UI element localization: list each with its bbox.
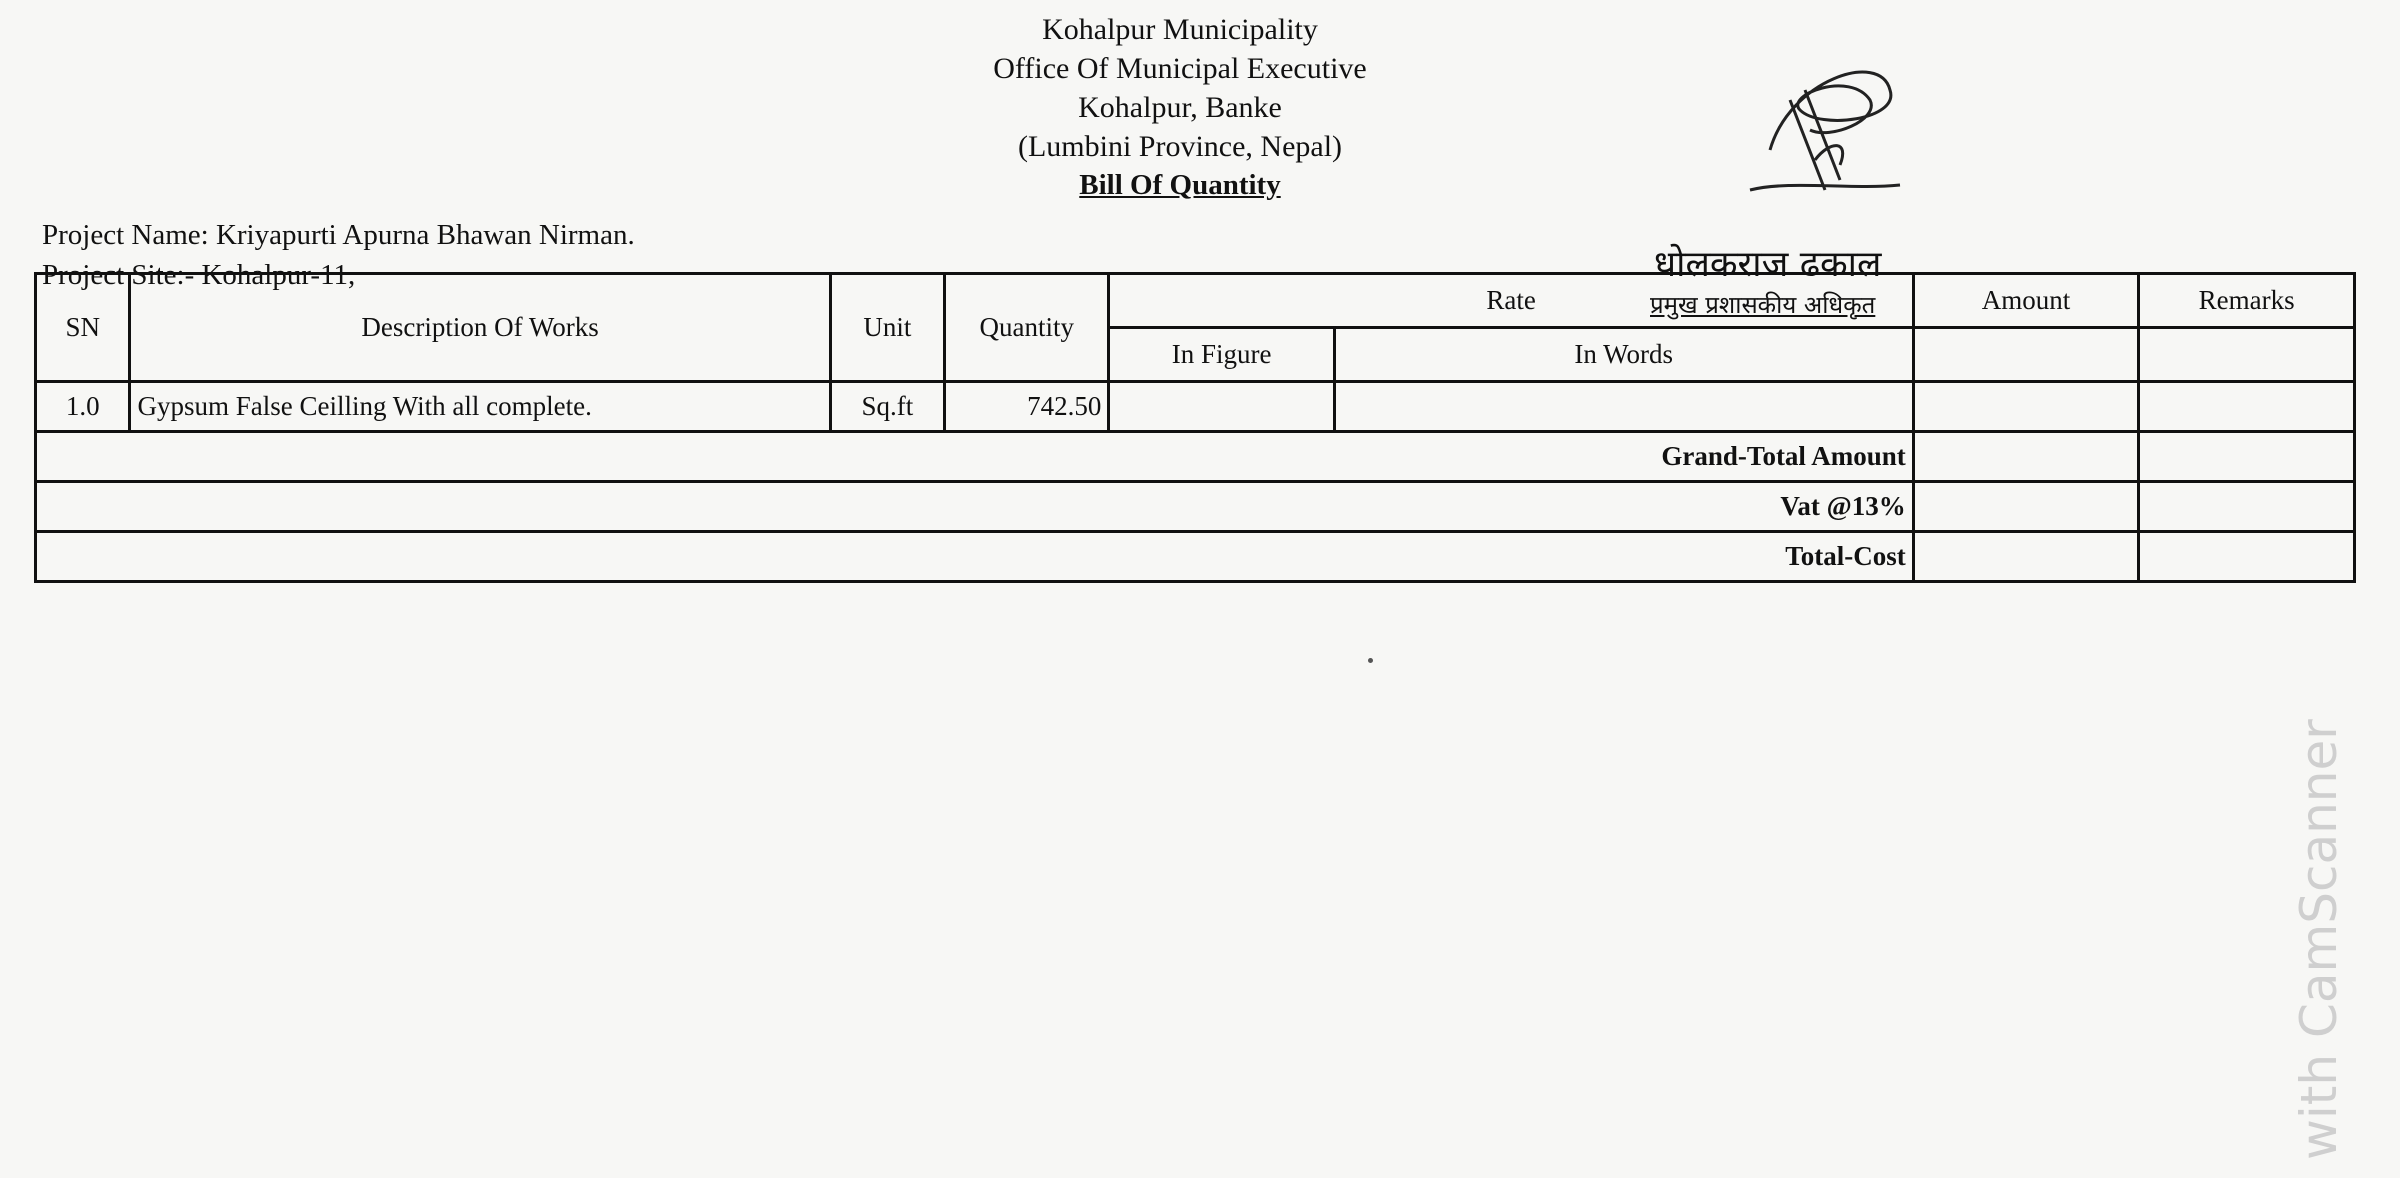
table-row (36, 382, 2355, 432)
grand-total-amount (1913, 432, 2139, 482)
grand-total-label: Grand-Total Amount (36, 432, 1914, 482)
location: Kohalpur, Banke (1078, 91, 1282, 124)
total-cost-row (36, 532, 2355, 582)
document-title: Bill Of Quantity (1079, 169, 1281, 201)
officer-name: धोलकराज ढकाल (1654, 244, 1882, 285)
cell-description: Gypsum False Ceilling With all complete. (130, 382, 830, 432)
project-site: Project Site:- Kohalpur-11, (42, 259, 356, 291)
camscanner-watermark: with CamScanner (2290, 719, 2348, 1160)
cell-sn: 1.0 (36, 382, 130, 432)
table-header-row (36, 274, 2355, 328)
scan-speck (1368, 658, 1373, 663)
cell-remarks (2139, 382, 2355, 432)
grand-total-remarks (2139, 432, 2355, 482)
header-in-words: In Words (1334, 328, 1913, 382)
municipality-name: Kohalpur Municipality (1042, 13, 1318, 46)
cell-remarks-sub (2139, 328, 2355, 382)
cell-in-words (1334, 382, 1913, 432)
header-rate: Rate (1109, 274, 1913, 328)
bill-of-quantity-table (34, 272, 2356, 583)
grand-total-row (36, 432, 2355, 482)
signature-stamp (1650, 40, 1980, 319)
handwritten-signature (1730, 40, 1920, 210)
cell-quantity: 742.50 (945, 382, 1109, 432)
header-sn: SN (36, 274, 130, 382)
cell-in-figure (1109, 382, 1334, 432)
header-description: Description Of Works (130, 274, 830, 382)
vat-label: Vat @13% (36, 482, 1914, 532)
cell-amount-sub (1913, 328, 2139, 382)
header-remarks: Remarks (2139, 274, 2355, 328)
project-name: Project Name: Kriyapurti Apurna Bhawan Nirman. (42, 219, 635, 251)
province: (Lumbini Province, Nepal) (1017, 130, 1343, 163)
total-cost-remarks (2139, 532, 2355, 582)
total-cost-amount (1913, 532, 2139, 582)
header-quantity: Quantity (945, 274, 1109, 382)
document-header (0, 10, 2360, 205)
header-amount: Amount (1913, 274, 2139, 328)
header-unit: Unit (830, 274, 944, 382)
header-in-figure: In Figure (1109, 328, 1334, 382)
cell-amount (1913, 382, 2139, 432)
officer-title: प्रमुख प्रशासकीय अधिकृत (1650, 291, 1876, 319)
vat-amount (1913, 482, 2139, 532)
vat-remarks (2139, 482, 2355, 532)
cell-unit: Sq.ft (830, 382, 944, 432)
total-cost-label: Total-Cost (36, 532, 1914, 582)
office-name: Office Of Municipal Executive (993, 52, 1367, 85)
vat-row (36, 482, 2355, 532)
